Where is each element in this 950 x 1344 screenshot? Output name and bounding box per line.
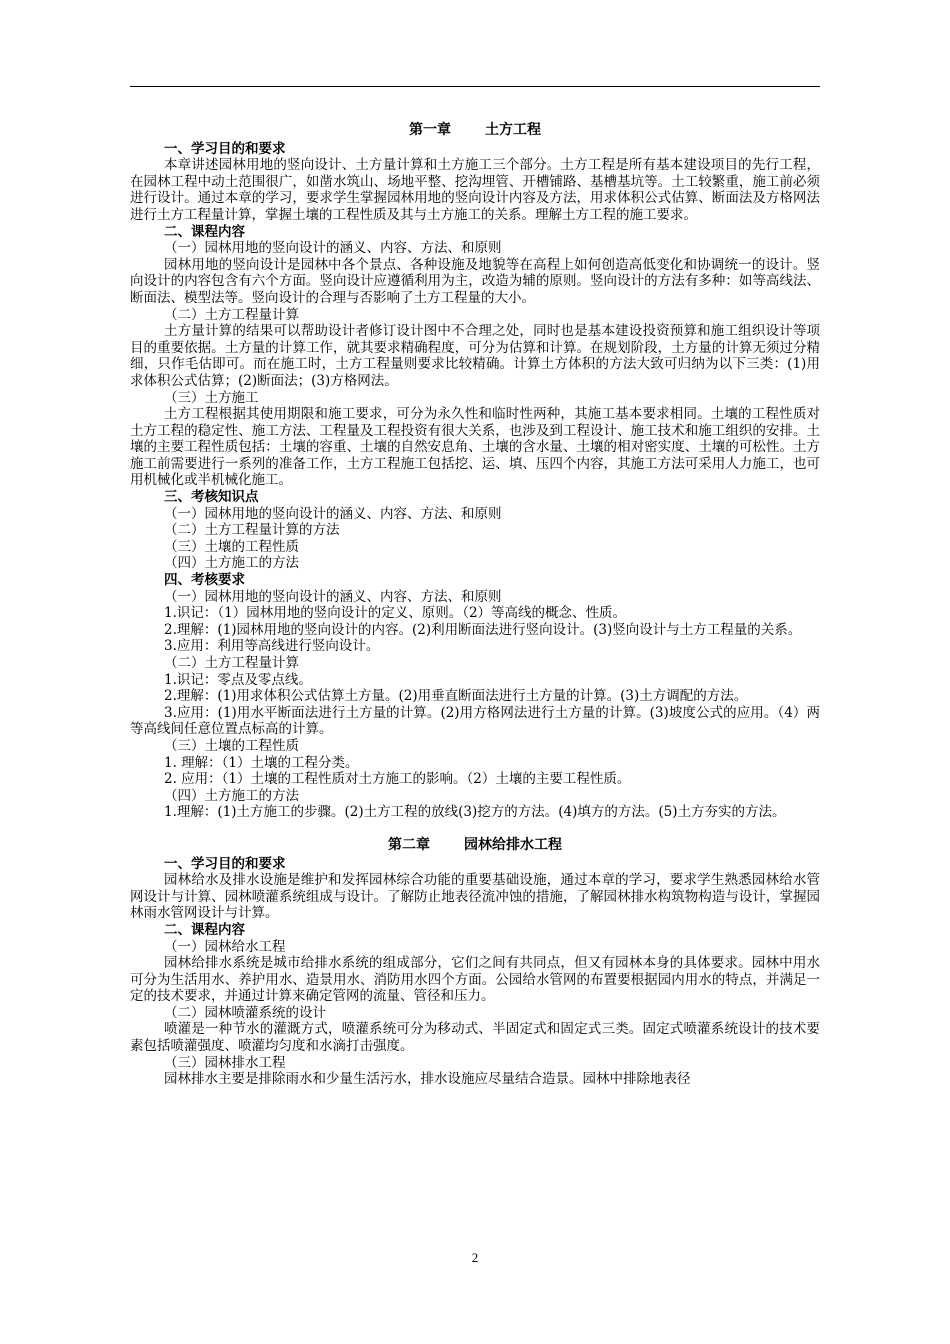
subsection-heading: （二）园林喷灌系统的设计: [164, 1004, 326, 1021]
list-item: （三）土壤的工程性质: [164, 538, 299, 555]
paragraph: 园林给排水系统是城市给排水系统的组成部分，它们之间有共同点，但又有园林本身的具体要求。园林中用水可分为生活用水、养护用水、造景用水、消防用水四个方面。公园给水管网的布置要根据园内用水的特点，并满足一定的技术要求，并通过计算来确定管网的流量、管径和压力。: [130, 955, 820, 1005]
subsection-heading: （二）土方工程量计算: [164, 306, 299, 323]
chapter-1-heading: [130, 122, 820, 139]
subsection-heading: （三）土方施工: [164, 389, 259, 406]
chapter-title: 园林给排水工程: [464, 836, 562, 853]
subsection-heading: （一）园林用地的竖向设计的涵义、内容、方法、和原则: [164, 588, 502, 605]
page-number: 2: [471, 1250, 479, 1265]
requirement-item: 3.应用：利用等高线进行竖向设计。: [164, 638, 380, 655]
chapter-number: 第二章: [388, 836, 430, 853]
section-heading: 一、学习目的和要求: [164, 855, 286, 872]
paragraph: 本章讲述园林用地的竖向设计、土方量计算和土方施工三个部分。土方工程是所有基本建设项目的先行工程，在园林工程中动土范围很广，如凿水筑山、场地平整、挖沟埋管、开槽铺路、基槽基坑等。土工较繁重，施工前必须进行设计。通过本章的学习，要求学生掌握园林用地的竖向设计内容及方法，用求体积公式估算、断面法及方格网法进行土方工程量计算，掌握土壤的工程性质及其与土方施工的关系。理解土方工程的施工要求。: [130, 157, 820, 223]
requirement-item: 1.识记：零点及零点线。: [164, 671, 312, 688]
subsection-heading: （四）土方施工的方法: [164, 787, 299, 804]
section-heading: 三、考核知识点: [164, 489, 259, 506]
requirement-item: 2.理解：(1)用求体积公式估算土方量。(2)用垂直断面法进行土方量的计算。(3)土方调配的方法。: [164, 688, 748, 705]
section-heading: 二、课程内容: [164, 921, 245, 938]
section-heading: 二、课程内容: [164, 223, 245, 240]
requirement-item: 2.理解：(1)园林用地的竖向设计的内容。(2)利用断面法进行竖向设计。(3)竖向设计与土方工程量的关系。: [164, 621, 802, 638]
section-heading: 一、学习目的和要求: [164, 140, 286, 157]
requirement-item: 1.识记：（1）园林用地的竖向设计的定义、原则。（2）等高线的概念、性质。: [164, 605, 627, 622]
subsection-heading: （三）土壤的工程性质: [164, 737, 299, 754]
chapter-title: 土方工程: [485, 122, 541, 138]
header-rule: [130, 86, 820, 87]
chapter-number: 第一章: [409, 122, 451, 138]
requirement-item: 1.理解：(1)土方施工的步骤。(2)土方工程的放线(3)挖方的方法。(4)填方的方法。(5)土方夯实的方法。: [164, 804, 786, 821]
document-body: [130, 122, 820, 1088]
chapter-2-heading: [130, 837, 820, 854]
subsection-heading: （一）园林给水工程: [164, 938, 286, 955]
paragraph: 园林排水主要是排除雨水和少量生活污水，排水设施应尽量结合造景。园林中排除地表径: [164, 1071, 691, 1088]
paragraph: 园林给水及排水设施是维护和发挥园林综合功能的重要基础设施，通过本章的学习，要求学生熟悉园林给水管网设计与计算、园林喷灌系统组成与设计。了解防止地表径流冲蚀的措施，了解园林排水构筑物构造与设计，掌握园林雨水管网设计与计算。: [130, 872, 820, 922]
paragraph: 土方工程根据其使用期限和施工要求，可分为永久性和临时性两种，其施工基本要求相同。土壤的工程性质对土方工程的稳定性、施工方法、工程量及工程投资有很大关系，也涉及到工程设计、施工技术和施工组织的安排。土壤的主要工程性质包括：土壤的容重、土壤的自然安息角、土壤的含水量、土壤的相对密实度、土壤的可松性。土方施工前需要进行一系列的准备工作，土方工程施工包括挖、运、填、压四个内容，其施工方法可采用人力施工，也可用机械化或半机械化施工。: [130, 406, 820, 489]
subsection-heading: （二）土方工程量计算: [164, 655, 299, 671]
section-heading: 四、考核要求: [164, 572, 245, 589]
requirement-item: 1. 理解：（1）土壤的工程分类。: [164, 754, 359, 771]
paragraph: 喷灌是一种节水的灌溉方式，喷灌系统可分为移动式、半固定式和固定式三类。固定式喷灌系统设计的技术要素包括喷灌强度、喷灌均匀度和水滴打击强度。: [130, 1021, 820, 1055]
requirement-item: 3.应用：(1)用水平断面法进行土方量的计算。(2)用方格网法进行土方量的计算。(3)坡度公式的应用。（4）两等高线间任意位置点标高的计算。: [130, 704, 820, 738]
paragraph: 园林用地的竖向设计是园林中各个景点、各种设施及地貌等在高程上如何创造高低变化和协调统一的设计。竖向设计的内容包含有六个方面。竖向设计应遵循利用为主，改造为辅的原则。竖向设计的方法有多种：如等高线法、断面法、模型法等。竖向设计的合理与否影响了土方工程量的大小。: [130, 256, 820, 306]
list-item: （一）园林用地的竖向设计的涵义、内容、方法、和原则: [164, 505, 502, 522]
requirement-item: 2. 应用：（1）土壤的工程性质对土方施工的影响。（2）土壤的主要工程性质。: [164, 771, 631, 788]
list-item: （四）土方施工的方法: [164, 555, 299, 572]
subsection-heading: （一）园林用地的竖向设计的涵义、内容、方法、和原则: [164, 240, 502, 257]
paragraph: 土方量计算的结果可以帮助设计者修订设计图中不合理之处，同时也是基本建设投资预算和施工组织设计等项目的重要依据。土方量的计算工作，就其要求精确程度，可分为估算和计算。在规划阶段，土方量的计算无须过分精细，只作毛估即可。而在施工时，土方工程量则要求比较精确。计算土方体积的方法大致可归纳为以下三类：(1)用求体积公式估算；(2)断面法；(3)方格网法。: [130, 323, 820, 389]
list-item: （二）土方工程量计算的方法: [164, 522, 340, 539]
subsection-heading: （三）园林排水工程: [164, 1054, 286, 1071]
